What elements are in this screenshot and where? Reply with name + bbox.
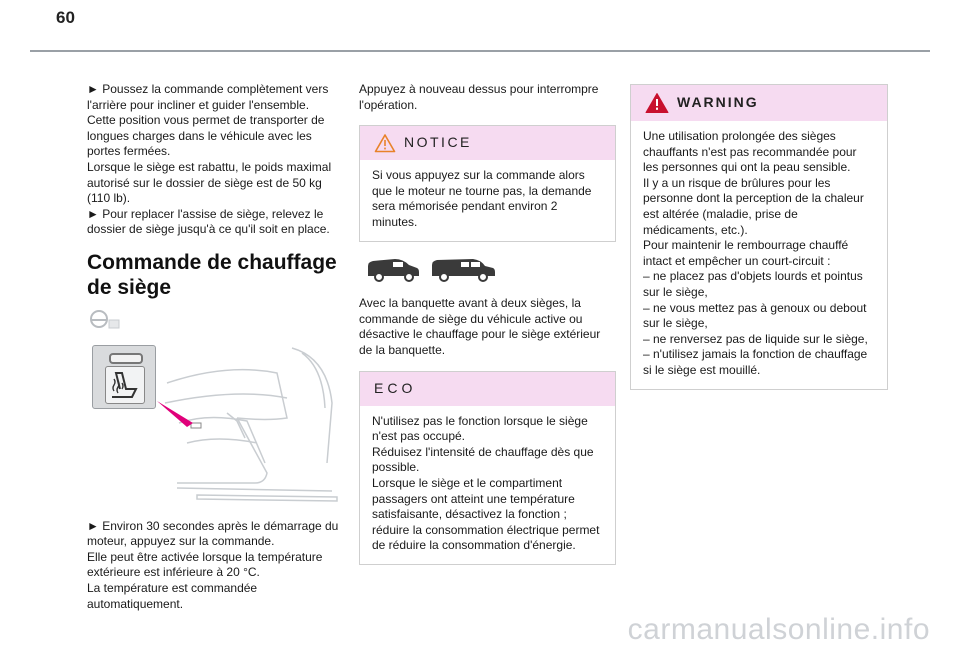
- eco-box: [359, 371, 616, 565]
- paragraph: Il y a un risque de brûlures pour les personne dont la perception de la chaleur est altérée (maladie, prise de médicaments, etc.).: [643, 175, 864, 237]
- eco-header: [360, 372, 615, 406]
- paragraph: Avec la banquette avant à deux sièges, la commande de siège du véhicule active ou désactive le chauffage pour le siège extérieur de la banquette.: [359, 296, 601, 357]
- van-long-icon: [429, 256, 497, 287]
- paragraph: ► Environ 30 secondes après le démarrage du moteur, appuyez sur la commande.: [87, 518, 339, 549]
- paragraph: Lorsque le siège et le compartiment passagers ont atteint une température satisfaisante, désactivez la fonction ; réduire la consommation électrique permet de réduire la consommation d'énergie.: [372, 475, 600, 553]
- notice-box: [359, 125, 616, 241]
- heated-seat-button-panel: [92, 345, 156, 409]
- paragraph: – n'utilisez jamais la fonction de chauffage si le siège est mouillé.: [643, 347, 868, 377]
- column-2: [359, 82, 616, 565]
- heated-seat-button[interactable]: [105, 366, 145, 404]
- watermark[interactable]: carmanualsonline.info: [627, 613, 930, 646]
- paragraph: N'utilisez pas le fonction lorsque le siège n'est pas occupé.: [372, 413, 588, 444]
- paragraph: – ne renversez pas de liquide sur le siège,: [643, 331, 868, 346]
- notice-text: Si vous appuyez sur la commande alors que le moteur ne tourne pas, la demande sera mémorisée pendant environ 2 minutes.: [372, 168, 592, 229]
- warning-header: [631, 85, 887, 121]
- indicator-light: [109, 353, 143, 364]
- notice-triangle-icon: [374, 133, 396, 153]
- seat-position-icon: [87, 308, 339, 335]
- notice-header: [360, 126, 615, 160]
- warning-title: WARNING: [677, 94, 759, 111]
- section-heading: Commande de chauffage de siège: [87, 250, 337, 299]
- warning-triangle-icon: [645, 92, 669, 114]
- paragraph: ► Pour replacer l'assise de siège, relevez le dossier de siège jusqu'à ce qu'il soit en place.: [87, 206, 330, 237]
- column-3: [630, 82, 888, 390]
- column-1: [87, 82, 339, 612]
- paragraph: Pour maintenir le rembourrage chauffé intact et empêcher un court-circuit :: [643, 238, 849, 268]
- page-number: 60: [56, 8, 75, 27]
- paragraph: Elle peut être activée lorsque la température extérieure est inférieure à 20 °C.: [87, 549, 323, 580]
- notice-title: NOTICE: [404, 134, 472, 151]
- warning-body: [631, 121, 887, 389]
- heated-seat-icon: [106, 392, 144, 406]
- paragraph: Appuyez à nouveau dessus pour interrompre l'opération.: [359, 82, 599, 112]
- paragraph: Une utilisation prolongée des sièges chauffants n'est pas recommandée pour les personnes qui ont la peau sensible.: [643, 129, 857, 175]
- warning-box: [630, 84, 888, 390]
- paragraph: ► Poussez la commande complètement vers l'arrière pour incliner et guider l'ensemble.: [87, 82, 329, 112]
- paragraph: Lorsque le siège est rabattu, le poids maximal autorisé sur le dossier de siège est de 50 kg (110 lb).: [87, 159, 332, 206]
- header-divider: [30, 50, 930, 52]
- seat-heating-illustration: [87, 343, 339, 513]
- paragraph: Cette position vous permet de transporter de longues charges dans le véhicule avec les portes fermées.: [87, 113, 325, 159]
- vehicle-icons: [365, 256, 616, 287]
- paragraph: – ne vous mettez pas à genoux ou debout sur le siège,: [643, 300, 867, 331]
- paragraph: Réduisez l'intensité de chauffage dès que possible.: [372, 444, 594, 475]
- eco-body: [360, 406, 615, 564]
- eco-title: ECO: [374, 379, 417, 396]
- paragraph: La température est commandée automatiquement.: [87, 580, 258, 611]
- van-icon: [365, 256, 421, 287]
- paragraph: – ne placez pas d'objets lourds et pointus sur le siège,: [643, 269, 863, 299]
